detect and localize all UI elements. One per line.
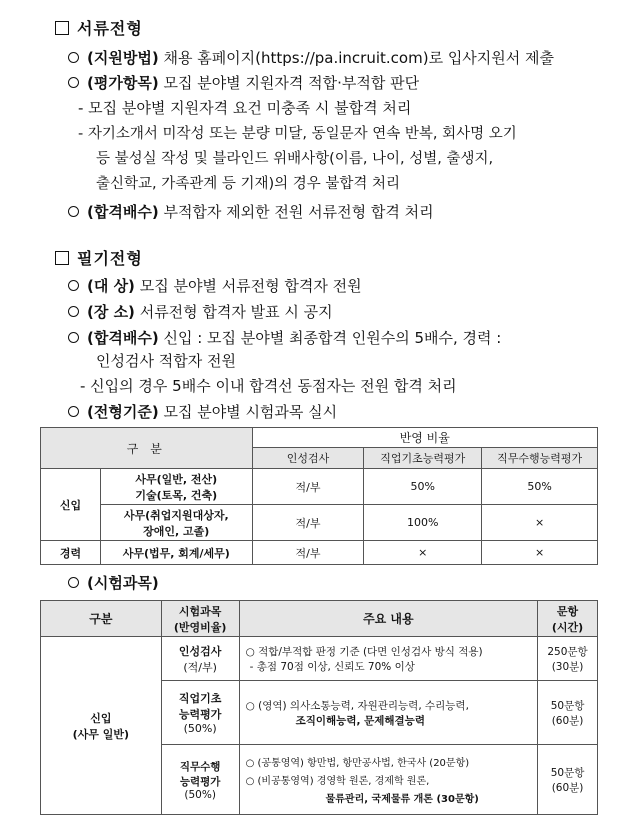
subject-personality: 인성검사 (적/부)	[161, 637, 239, 681]
new-label: 신입	[41, 469, 101, 541]
cell-basic: 100%	[364, 505, 482, 541]
square-bullet-icon	[55, 251, 69, 265]
method-item: (지원방법) 채용 홈페이지(https://pa.incruit.com)로 입사지원서 제출	[68, 47, 554, 69]
row-name: 사무(법무, 회계/세무)	[100, 541, 252, 565]
row-name: 사무(취업지원대상자, 장애인, 고졸)	[100, 505, 252, 541]
cell-duty: ×	[482, 541, 598, 565]
header-content: 주요 내용	[239, 601, 537, 637]
section-title-document-screening: 서류전형	[55, 18, 143, 40]
exam-multiple-item: (합격배수) 신입 : 모집 분야별 최종합격 인원수의 5배수, 경력 :	[68, 327, 501, 349]
section-title-written-exam: 필기전형	[55, 248, 143, 270]
row-name: 사무(일반, 전산) 기술(토목, 건축)	[100, 469, 252, 505]
circle-bullet-icon	[68, 306, 79, 317]
cell-personality: 적/부	[252, 541, 364, 565]
eval-dash-2b: 등 불성실 작성 및 블라인드 위배사항(이름, 나이, 성별, 출생지,	[96, 151, 494, 167]
cell-duty: ×	[482, 505, 598, 541]
header-subject: 시험과목 (반영비율)	[161, 601, 239, 637]
ratio-table	[40, 427, 598, 565]
content-duty: ○ (공통영역) 항만법, 항만공사법, 한국사 (20문항) ○ (비공통영역) 경영학 원론, 경제학 원론, 물류관리, 국제물류 개론 (30문항)	[239, 745, 537, 815]
circle-bullet-icon	[68, 206, 79, 217]
header-personality: 인성검사	[252, 448, 364, 469]
circle-bullet-icon	[68, 52, 79, 63]
circle-bullet-icon	[68, 577, 79, 588]
header-ratio: 반영 비율	[252, 428, 597, 448]
exam-multiple-dash: - 신입의 경우 5배수 이내 합격선 동점자는 전원 합격 처리	[80, 377, 457, 395]
circle-bullet-icon	[68, 406, 79, 417]
category-new-general: 신입 (사무 일반)	[41, 637, 162, 815]
eval-dash-2c: 출신학교, 가족관계 등 기재)의 경우 불합격 처리	[96, 176, 401, 192]
subject-duty: 직무수행 능력평가 (50%)	[161, 745, 239, 815]
header-count: 문항 (시간)	[538, 601, 598, 637]
cell-personality: 적/부	[252, 505, 364, 541]
circle-bullet-icon	[68, 77, 79, 88]
count-personality: 250문항 (30분)	[538, 637, 598, 681]
target-item: (대 상) 모집 분야별 서류전형 합격자 전원	[68, 275, 362, 297]
exam-multiple-cont: 인성검사 적합자 전원	[96, 352, 236, 370]
header-duty: 직무수행능력평가	[482, 448, 598, 469]
header-category: 구 분	[41, 428, 253, 469]
header-basic: 직업기초능력평가	[364, 448, 482, 469]
header-category: 구분	[41, 601, 162, 637]
subject-basic: 직업기초 능력평가 (50%)	[161, 681, 239, 745]
square-bullet-icon	[55, 21, 69, 35]
subjects-table	[40, 600, 598, 815]
career-label: 경력	[41, 541, 101, 565]
cell-basic: ×	[364, 541, 482, 565]
count-basic: 50문항 (60분)	[538, 681, 598, 745]
table-row	[41, 637, 598, 681]
pass-multiple-item: (합격배수) 부적합자 제외한 전원 서류전형 합격 처리	[68, 201, 434, 223]
place-item: (장 소) 서류전형 합격자 발표 시 공지	[68, 301, 333, 323]
eval-dash-2a: - 자기소개서 미작성 또는 분량 미달, 동일문자 연속 반복, 회사명 오기	[78, 126, 517, 142]
content-personality: ○ 적합/부적합 판정 기준 (다면 인성검사 방식 적용) - 총점 70점 이상, 신뢰도 70% 이상	[239, 637, 537, 681]
table-row	[41, 469, 598, 505]
count-duty: 50문항 (60분)	[538, 745, 598, 815]
table-row	[41, 505, 598, 541]
cell-basic: 50%	[364, 469, 482, 505]
cell-personality: 적/부	[252, 469, 364, 505]
table-row	[41, 541, 598, 565]
criteria-item: (전형기준) 모집 분야별 시험과목 실시	[68, 401, 337, 423]
subjects-heading: (시험과목)	[68, 572, 159, 594]
circle-bullet-icon	[68, 280, 79, 291]
content-basic: ○ (영역) 의사소통능력, 자원관리능력, 수리능력, 조직이해능력, 문제해결능력	[239, 681, 537, 745]
eval-item: (평가항목) 모집 분야별 지원자격 적합·부적합 판단	[68, 72, 419, 94]
eval-dash-1: - 모집 분야별 지원자격 요건 미충족 시 불합격 처리	[78, 99, 412, 117]
circle-bullet-icon	[68, 332, 79, 343]
cell-duty: 50%	[482, 469, 598, 505]
